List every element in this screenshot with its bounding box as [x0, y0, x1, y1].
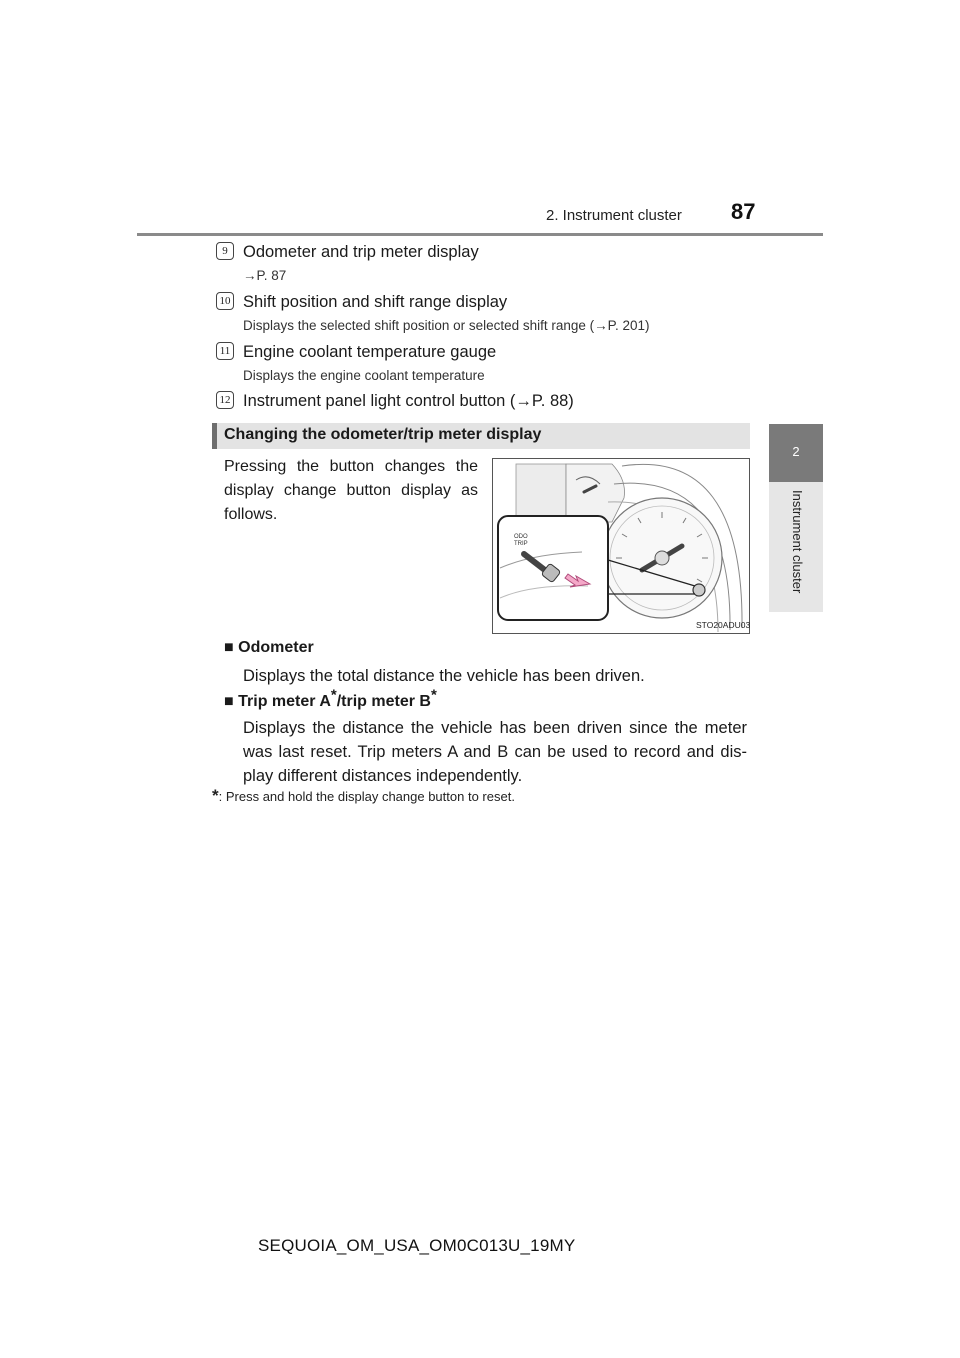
subsection-body-odometer: Displays the total distance the vehicle has been driven.: [243, 667, 645, 685]
odo-button-label-top: ODO: [514, 534, 528, 540]
item-number-badge: 12: [216, 391, 234, 409]
item-description: Displays the selected shift position or selected shift range (→P. 201): [243, 318, 650, 333]
item-title: Odometer and trip meter display: [243, 243, 479, 261]
item-description: →P. 87: [243, 268, 287, 283]
odo-button-label-bottom: TRIP: [514, 541, 528, 547]
instrument-cluster-illustration: [492, 458, 750, 634]
subsection-heading-text-a: Trip meter A: [238, 693, 331, 710]
footer-document-code: SEQUOIA_OM_USA_OM0C013U_19MY: [258, 1236, 576, 1255]
subsection-heading-trip-meter: [224, 686, 437, 711]
footnote: [212, 786, 515, 806]
page-number: 87: [731, 199, 756, 224]
item-title: Instrument panel light control button (→P. 88): [243, 392, 574, 410]
chapter-title: Instrument cluster: [790, 490, 805, 594]
header-section-title: 2. Instrument cluster: [546, 207, 682, 224]
item-number-badge: 10: [216, 292, 234, 310]
item-number-badge: 9: [216, 242, 234, 260]
subsection-heading-text: Odometer: [238, 639, 314, 656]
footnote-text: : Press and hold the display change button to reset.: [218, 789, 515, 804]
header-divider: [137, 233, 823, 236]
section-intro-text: Pressing the button changes the display change button display as follows.: [224, 458, 478, 523]
square-bullet-icon: ■: [224, 693, 234, 710]
square-bullet-icon: ■: [224, 639, 234, 656]
item-title: Engine coolant temperature gauge: [243, 343, 497, 361]
asterisk-mark: *: [430, 686, 437, 704]
subsection-heading-text-b: /trip meter B: [336, 693, 431, 710]
item-number-badge: 11: [216, 342, 234, 360]
footnote-asterisk: *: [212, 786, 219, 805]
subsection-body-trip-meter: Displays the distance the vehicle has been driven since the meter was last reset. Trip meters A and B can be used to record and dis- play different distances independently.: [243, 719, 747, 785]
figure-code-label: STO20ADU03: [696, 620, 750, 630]
section-heading: Changing the odometer/trip meter display: [224, 426, 542, 443]
illustration-svg: [492, 458, 750, 634]
subsection-heading-odometer: [224, 639, 314, 657]
item-description: Displays the engine coolant temperature: [243, 368, 485, 383]
chapter-number: 2: [792, 444, 800, 459]
item-title: Shift position and shift range display: [243, 293, 508, 311]
asterisk-mark: *: [330, 686, 337, 704]
